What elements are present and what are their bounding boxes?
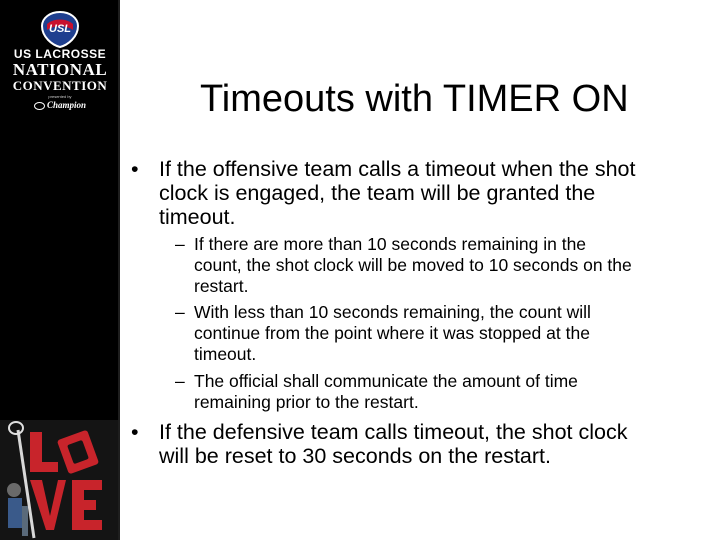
org-name: US LACROSSE bbox=[13, 47, 107, 61]
sponsor-logo bbox=[0, 100, 120, 110]
sidebar-divider bbox=[118, 0, 120, 540]
sub-bullet-1-line-2: count, the shot clock will be moved to 10 seconds on the bbox=[194, 255, 632, 275]
sub-bullet-3-marker: – bbox=[175, 371, 185, 391]
sub-bullet-3-line-1: The official shall communicate the amount of time bbox=[194, 371, 578, 391]
sub-bullet-2-line-3: timeout. bbox=[194, 344, 257, 364]
sub-bullet-2-line-1: With less than 10 seconds remaining, the count will bbox=[194, 302, 591, 322]
bullet-2-line-2: will be reset to 30 seconds on the restart. bbox=[159, 444, 551, 468]
love-sculpture-image bbox=[0, 420, 120, 540]
bullet-1-line-3: timeout. bbox=[159, 205, 236, 229]
bullet-1-line-2: clock is engaged, the team will be granted the bbox=[159, 181, 596, 205]
sub-bullet-1-line-3: restart. bbox=[194, 276, 249, 296]
logo-text: USL bbox=[49, 23, 71, 35]
event-name-line-2: CONVENTION bbox=[12, 78, 108, 93]
bullet-2-marker: • bbox=[131, 420, 139, 444]
sub-bullet-2-line-2: continue from the point where it was stopped at the bbox=[194, 323, 590, 343]
sub-bullet-3-line-2: remaining prior to the restart. bbox=[194, 392, 419, 412]
bullet-1-line-1: If the offensive team calls a timeout when the shot bbox=[159, 157, 636, 181]
event-name-line-1: NATIONAL bbox=[12, 60, 108, 79]
presented-by-label: presented by bbox=[48, 94, 72, 99]
sub-bullet-1-line-1: If there are more than 10 seconds remaining in the bbox=[194, 234, 587, 254]
sponsor-c-icon bbox=[34, 102, 45, 110]
bullet-1-marker: • bbox=[131, 157, 139, 181]
slide-title: Timeouts with TIMER ON bbox=[200, 78, 629, 120]
bullet-2-line-1: If the defensive team calls timeout, the shot clock bbox=[159, 420, 628, 444]
sub-bullet-2-marker: – bbox=[175, 302, 185, 322]
sub-bullet-1-marker: – bbox=[175, 234, 185, 254]
sidebar-panel bbox=[0, 0, 120, 540]
usl-shield-logo bbox=[38, 10, 82, 48]
sponsor-name: Champion bbox=[46, 100, 86, 110]
